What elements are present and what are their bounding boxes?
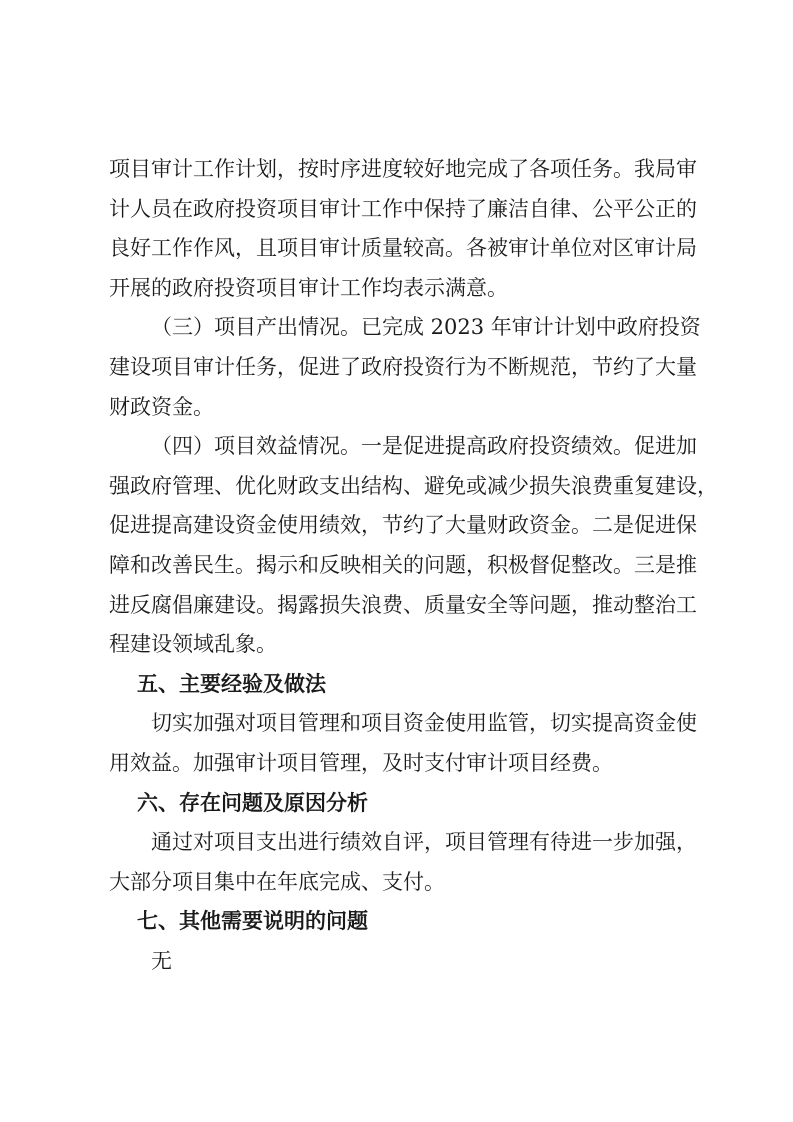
- paragraph-project-benefit: [109, 427, 718, 665]
- paragraph-audit-plan-continued: [109, 150, 697, 308]
- paragraph-problems: [109, 823, 697, 902]
- paragraph-project-output: [109, 308, 701, 427]
- text-line: 切实加强对项目管理和项目资金使用监管，切实提高资金使: [151, 711, 697, 736]
- text-line: 大部分项目集中在年底完成、支付。: [109, 869, 445, 894]
- section-heading-other: 七、其他需要说明的问题: [137, 909, 368, 934]
- text-line: 计人员在政府投资项目审计工作中保持了廉洁自律、公平公正的: [109, 196, 697, 221]
- text-line: 障和改善民生。揭示和反映相关的问题，积极督促整改。三是推: [109, 552, 697, 577]
- text-line: （三）项目产出情况。已完成 2023 年审计计划中政府投资: [151, 315, 701, 340]
- text-line: 用效益。加强审计项目管理，及时支付审计项目经费。: [109, 750, 613, 775]
- text-line: 促进提高建设资金使用绩效，节约了大量财政资金。二是促进保: [109, 513, 697, 538]
- text-line: 通过对项目支出进行绩效自评，项目管理有待进一步加强，: [151, 830, 697, 855]
- text-line: 无: [151, 948, 172, 973]
- text-line: 良好工作作风，且项目审计质量较高。各被审计单位对区审计局: [109, 236, 697, 261]
- paragraph-other: [109, 942, 691, 982]
- paragraph-experience: [109, 704, 697, 783]
- section-heading-experience: 五、主要经验及做法: [137, 671, 326, 696]
- document-body: [109, 150, 718, 981]
- text-line: 项目审计工作计划，按时序进度较好地完成了各项任务。我局审: [109, 157, 697, 181]
- text-line: 程建设领域乱象。: [109, 632, 277, 657]
- text-line: 建设项目审计任务，促进了政府投资行为不断规范，节约了大量: [109, 354, 697, 379]
- text-line: 进反腐倡廉建设。揭露损失浪费、质量安全等问题，推动整治工: [109, 592, 697, 617]
- text-line: 财政资金。: [109, 394, 214, 419]
- section-heading-problems: 六、存在问题及原因分析: [137, 790, 368, 815]
- text-line: 开展的政府投资项目审计工作均表示满意。: [109, 275, 508, 300]
- text-line: 强政府管理、优化财政支出结构、避免或减少损失浪费重复建设，: [109, 473, 718, 498]
- text-line: （四）项目效益情况。一是促进提高政府投资绩效。促进加: [151, 434, 697, 459]
